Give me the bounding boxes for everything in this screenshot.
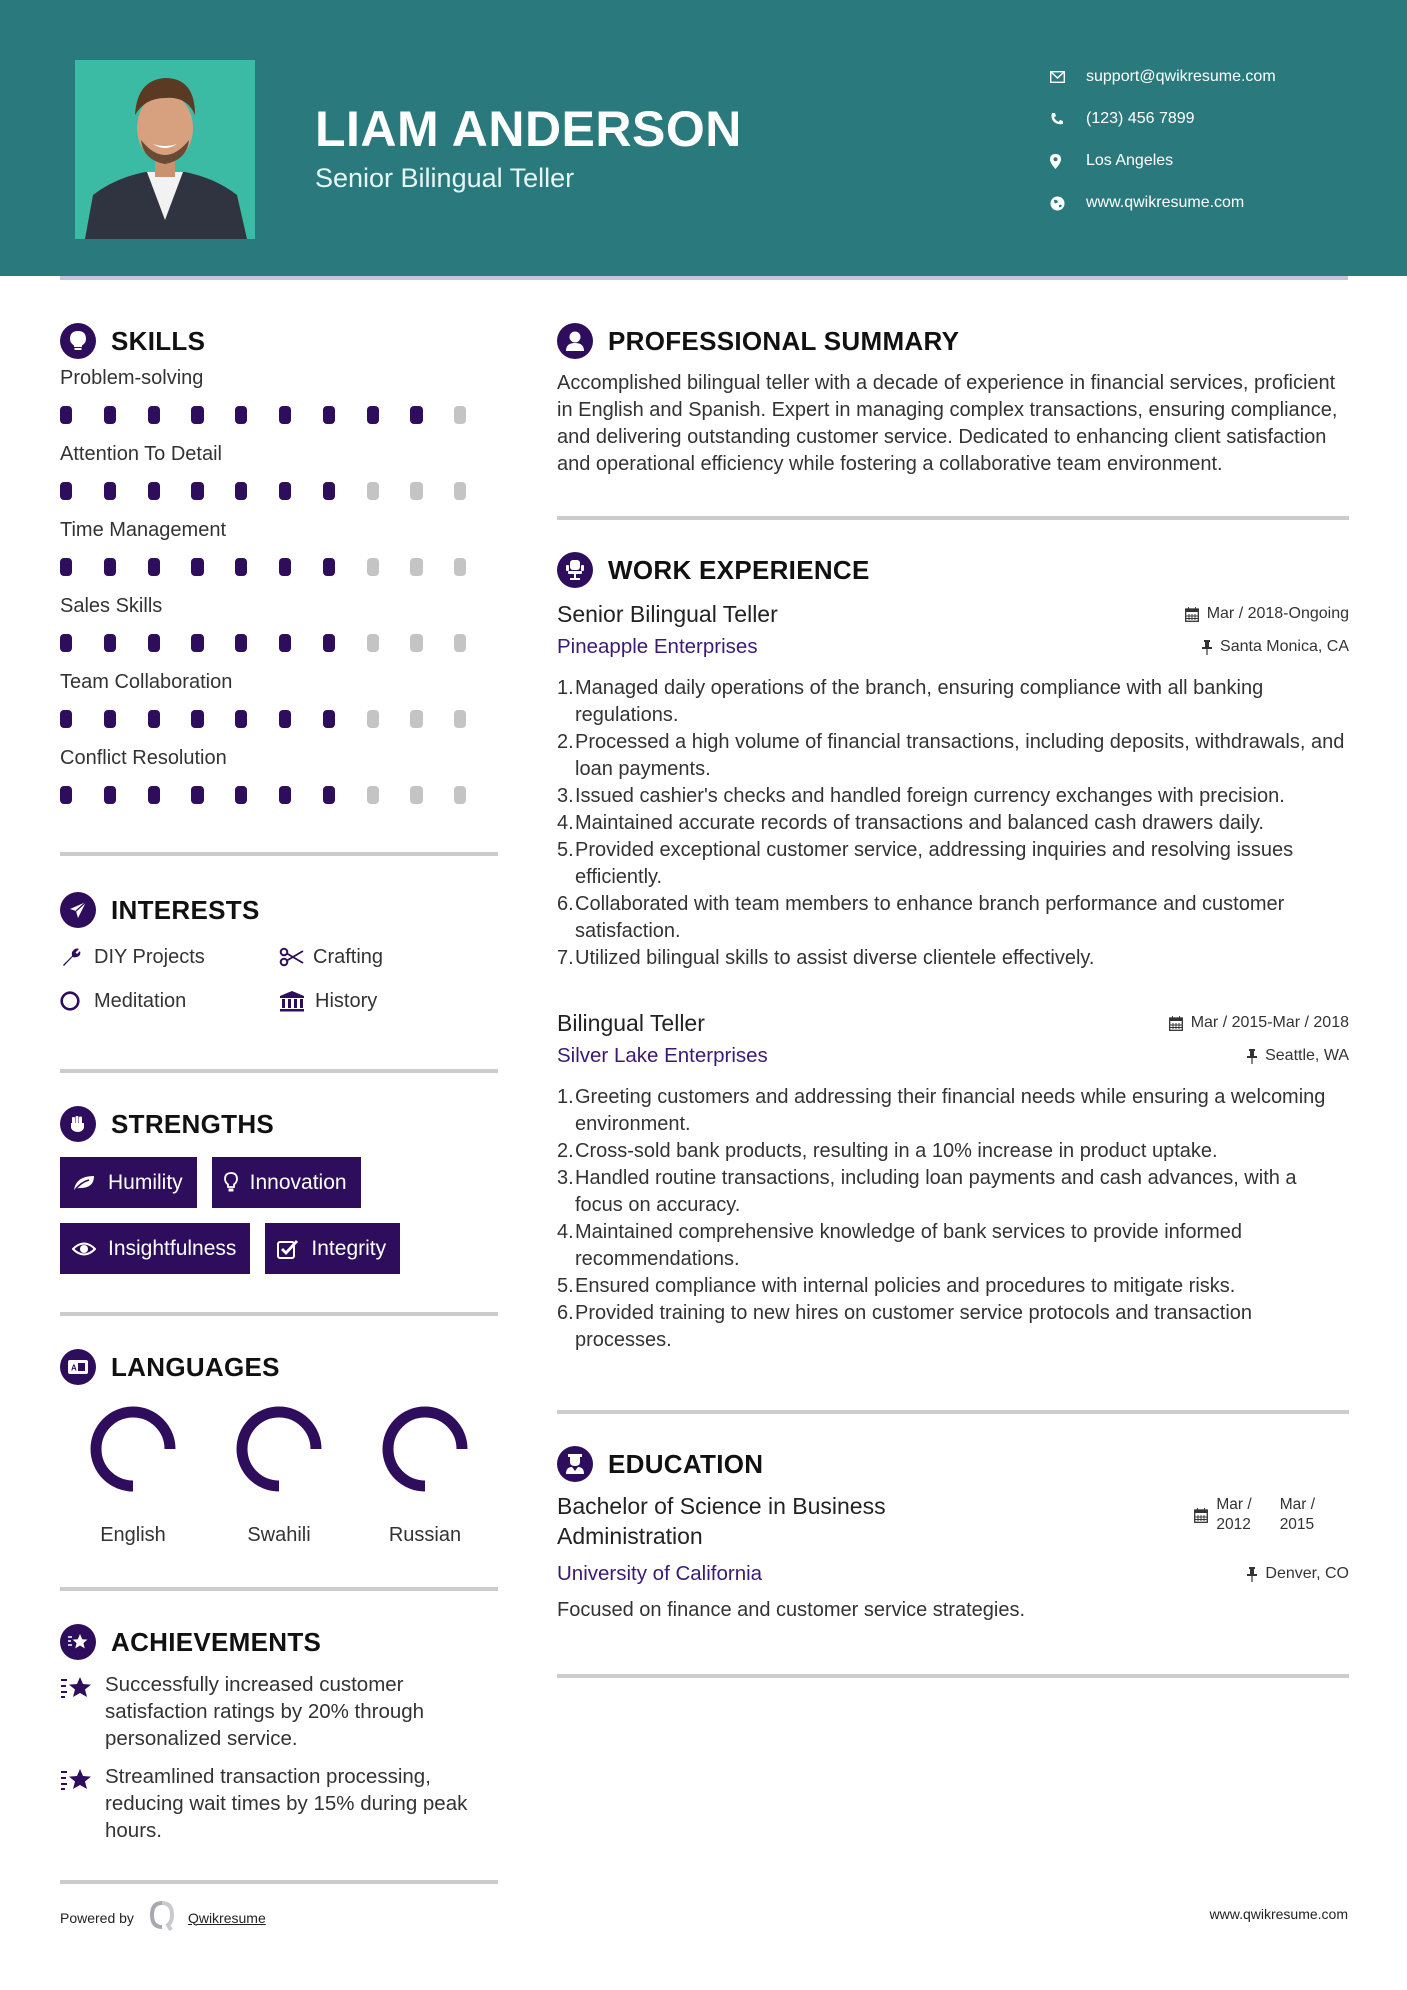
education-title: EDUCATION bbox=[608, 1448, 764, 1479]
job-company: Silver Lake Enterprises bbox=[557, 1044, 768, 1067]
contact-email-text: support@qwikresume.com bbox=[1086, 68, 1276, 85]
education-end-year: 2015 bbox=[1279, 1516, 1315, 1533]
degree-name: Bachelor of Science in Business Administration bbox=[557, 1493, 886, 1549]
language-ring bbox=[380, 1404, 470, 1494]
experience-title: WORK EXPERIENCE bbox=[608, 554, 870, 585]
skill-dot-filled bbox=[104, 786, 116, 804]
contact-phone-text: (123) 456 7899 bbox=[1086, 110, 1195, 127]
skill-item bbox=[60, 364, 498, 438]
achievement-text: Successfully increased customer satisfaction ratings by 20% through personalized service. bbox=[105, 1673, 425, 1750]
skill-dot-filled bbox=[323, 634, 335, 652]
bullet-number: 7. bbox=[557, 947, 574, 969]
header-divider bbox=[60, 276, 1348, 280]
pushpin-icon bbox=[1247, 1049, 1257, 1064]
language-label: Russian bbox=[388, 1524, 462, 1546]
strength-tag bbox=[212, 1157, 361, 1208]
interest-label: History bbox=[315, 989, 378, 1012]
experience-section bbox=[557, 549, 1349, 1354]
resume-header bbox=[0, 0, 1407, 276]
skill-dot-filled bbox=[410, 406, 422, 424]
section-divider bbox=[557, 1410, 1349, 1414]
contact-website[interactable] bbox=[1050, 182, 1276, 224]
education-description: Focused on finance and customer service strategies. bbox=[557, 1599, 1026, 1621]
bullet-number: 6. bbox=[557, 893, 574, 915]
language-item bbox=[60, 1404, 206, 1547]
skill-name: Problem-solving bbox=[60, 367, 204, 389]
education-start-year: 2012 bbox=[1216, 1516, 1251, 1533]
skill-dot-filled bbox=[148, 558, 160, 576]
circle-icon bbox=[60, 990, 94, 1012]
job-bullet bbox=[557, 1219, 1349, 1273]
interest-label: DIY Projects bbox=[94, 945, 205, 968]
bullet-text: Provided exceptional customer service, addressing inquiries and resolving issues efficiently. bbox=[575, 839, 1294, 888]
skill-name: Sales Skills bbox=[60, 595, 163, 617]
skill-dot-filled bbox=[104, 710, 116, 728]
summary-section bbox=[557, 320, 1349, 478]
skill-dot-empty bbox=[410, 482, 422, 500]
skill-dot-empty bbox=[454, 558, 466, 576]
job-location-text: Santa Monica, CA bbox=[1220, 638, 1349, 655]
strength-tag bbox=[265, 1223, 400, 1274]
bullet-number: 3. bbox=[557, 785, 574, 807]
skill-dot-empty bbox=[367, 634, 379, 652]
education-start-month: Mar / bbox=[1216, 1496, 1252, 1513]
skill-name: Time Management bbox=[60, 519, 226, 541]
paper-plane-icon bbox=[60, 892, 96, 928]
bullet-text: Ensured compliance with internal policies and procedures to mitigate risks. bbox=[575, 1275, 1236, 1297]
calendar-icon bbox=[1185, 607, 1199, 622]
job-bullet bbox=[557, 675, 1349, 729]
star-icon bbox=[60, 1671, 105, 1752]
bullet-text: Maintained accurate records of transactions and balanced cash drawers daily. bbox=[575, 812, 1264, 834]
contact-info bbox=[1050, 56, 1276, 224]
skill-dot-filled bbox=[191, 482, 203, 500]
bullet-text: Cross-sold bank products, resulting in a 10% increase in product uptake. bbox=[575, 1140, 1218, 1162]
skill-dot-filled bbox=[60, 710, 72, 728]
skill-dot-empty bbox=[367, 558, 379, 576]
skill-dot-empty bbox=[367, 786, 379, 804]
job-dates-text: Mar / 2015-Mar / 2018 bbox=[1190, 1014, 1349, 1031]
fist-icon bbox=[60, 1106, 96, 1142]
job-bullet bbox=[557, 837, 1349, 891]
museum-icon bbox=[279, 990, 315, 1012]
skill-dot-filled bbox=[60, 634, 72, 652]
strength-tag bbox=[60, 1223, 250, 1274]
bullet-text: Collaborated with team members to enhance branch performance and customer satisfaction. bbox=[575, 893, 1285, 942]
contact-website-text: www.qwikresume.com bbox=[1086, 194, 1245, 211]
job-bullet bbox=[557, 891, 1349, 945]
skill-dot-empty bbox=[410, 558, 422, 576]
job-dates bbox=[1185, 605, 1349, 623]
skill-rating bbox=[60, 772, 498, 818]
skill-name: Conflict Resolution bbox=[60, 747, 227, 769]
qwikresume-logo-icon bbox=[148, 1900, 176, 1935]
job-location-text: Seattle, WA bbox=[1265, 1047, 1349, 1064]
interest-item bbox=[60, 941, 279, 973]
job-bullet bbox=[557, 1138, 1349, 1165]
skill-dot-filled bbox=[279, 558, 291, 576]
bullet-number: 4. bbox=[557, 812, 574, 834]
skill-dot-filled bbox=[191, 710, 203, 728]
education-end-month: Mar / bbox=[1279, 1496, 1315, 1513]
skill-dot-filled bbox=[148, 786, 160, 804]
summary-text: Accomplished bilingual teller with a decade of experience in financial services, proficient in English and Spanish. Expert in managing complex transactions, ensuring compliance, and delivering outstanding customer service. Dedicated to enhancing client satisfaction and operational efficiency while fostering a collaborative team environment. bbox=[557, 372, 1338, 475]
skill-dot-empty bbox=[367, 482, 379, 500]
skill-rating bbox=[60, 696, 498, 742]
skills-title: SKILLS bbox=[111, 325, 206, 356]
language-item bbox=[206, 1404, 352, 1547]
bullet-text: Maintained comprehensive knowledge of bank services to provide informed recommendations. bbox=[575, 1221, 1243, 1270]
skills-section bbox=[60, 320, 498, 818]
language-icon bbox=[60, 1349, 96, 1385]
skill-dot-filled bbox=[235, 558, 247, 576]
candidate-name: LIAM ANDERSON bbox=[315, 101, 742, 157]
strength-label: Integrity bbox=[311, 1236, 387, 1260]
bullet-number: 3. bbox=[557, 1167, 574, 1189]
achievement-item bbox=[60, 1763, 498, 1844]
left-column bbox=[60, 320, 498, 1884]
job-location bbox=[1247, 1047, 1349, 1065]
achievements-title: ACHIEVEMENTS bbox=[111, 1626, 322, 1657]
bullet-number: 4. bbox=[557, 1221, 574, 1243]
skill-dot-filled bbox=[323, 406, 335, 424]
globe-icon bbox=[1050, 196, 1086, 211]
bullet-text: Issued cashier's checks and handled foreign currency exchanges with precision. bbox=[575, 785, 1285, 807]
bullet-text: Utilized bilingual skills to assist diverse clientele effectively. bbox=[575, 947, 1095, 969]
section-divider bbox=[60, 1587, 498, 1591]
calendar-icon bbox=[1194, 1508, 1208, 1523]
skill-dot-filled bbox=[235, 482, 247, 500]
candidate-title: Senior Bilingual Teller bbox=[315, 163, 575, 193]
skill-dot-empty bbox=[410, 786, 422, 804]
skill-dot-filled bbox=[323, 710, 335, 728]
section-divider bbox=[60, 1312, 498, 1316]
skill-dot-filled bbox=[191, 406, 203, 424]
skill-dot-filled bbox=[191, 786, 203, 804]
skill-dot-empty bbox=[454, 710, 466, 728]
skill-item bbox=[60, 668, 498, 742]
right-column bbox=[557, 320, 1349, 1678]
language-ring bbox=[88, 1404, 178, 1494]
language-label: Swahili bbox=[247, 1524, 311, 1546]
job-bullet bbox=[557, 945, 1349, 972]
map-marker-icon bbox=[1050, 154, 1086, 169]
lightbulb-icon bbox=[60, 323, 96, 359]
scissors-icon bbox=[279, 947, 313, 967]
language-item bbox=[352, 1404, 498, 1547]
bullet-number: 6. bbox=[557, 1302, 574, 1324]
skill-rating bbox=[60, 620, 498, 666]
skill-item bbox=[60, 516, 498, 590]
interest-item bbox=[279, 985, 498, 1017]
skill-dot-filled bbox=[60, 482, 72, 500]
contact-phone[interactable] bbox=[1050, 98, 1276, 140]
interest-label: Meditation bbox=[94, 989, 187, 1012]
skill-dot-filled bbox=[279, 482, 291, 500]
job-bullets bbox=[557, 675, 1349, 972]
phone-icon bbox=[1050, 112, 1086, 126]
strength-tag bbox=[60, 1157, 197, 1208]
skill-dot-filled bbox=[279, 406, 291, 424]
bullet-number: 5. bbox=[557, 1275, 574, 1297]
contact-email[interactable] bbox=[1050, 56, 1276, 98]
job-company: Pineapple Enterprises bbox=[557, 635, 758, 658]
pushpin-icon bbox=[1202, 640, 1212, 655]
powered-by-label: Powered by bbox=[60, 1909, 134, 1926]
qwikresume-link[interactable]: Qwikresume bbox=[187, 1909, 266, 1926]
bullet-text: Greeting customers and addressing their financial needs while ensuring a welcoming environment. bbox=[575, 1086, 1326, 1135]
skill-dot-filled bbox=[148, 710, 160, 728]
job-bullet bbox=[557, 810, 1349, 837]
skill-dot-filled bbox=[323, 558, 335, 576]
skill-dot-filled bbox=[235, 710, 247, 728]
wrench-icon bbox=[60, 946, 94, 968]
skill-dot-empty bbox=[454, 786, 466, 804]
section-divider bbox=[60, 1880, 498, 1884]
strength-label: Innovation bbox=[249, 1170, 347, 1194]
bullet-number: 1. bbox=[557, 677, 574, 699]
school-name: University of California bbox=[557, 1562, 763, 1585]
skill-dot-empty bbox=[454, 634, 466, 652]
section-divider bbox=[60, 1069, 498, 1073]
section-divider bbox=[557, 516, 1349, 520]
bullet-text: Managed daily operations of the branch, ensuring compliance with all banking regulations. bbox=[575, 677, 1264, 726]
achievement-text: Streamlined transaction processing, reducing wait times by 15% during peak hours. bbox=[105, 1765, 468, 1842]
skill-dot-filled bbox=[279, 634, 291, 652]
section-divider bbox=[60, 852, 498, 856]
job-role: Bilingual Teller bbox=[557, 1009, 705, 1036]
job-bullet bbox=[557, 729, 1349, 783]
job-location bbox=[1202, 638, 1349, 656]
skill-dot-empty bbox=[367, 710, 379, 728]
strengths-section bbox=[60, 1103, 498, 1274]
interest-label: Crafting bbox=[313, 945, 384, 968]
bullet-number: 2. bbox=[557, 731, 574, 753]
skill-dot-filled bbox=[148, 482, 160, 500]
education-dates bbox=[1194, 1495, 1315, 1535]
skill-dot-filled bbox=[148, 406, 160, 424]
job-dates-text: Mar / 2018-Ongoing bbox=[1206, 605, 1349, 622]
skill-dot-filled bbox=[104, 482, 116, 500]
interests-title: INTERESTS bbox=[111, 894, 260, 925]
skill-dot-filled bbox=[235, 406, 247, 424]
footer-website[interactable]: www.qwikresume.com bbox=[1209, 1906, 1348, 1922]
envelope-icon bbox=[1050, 71, 1086, 83]
achievements-section bbox=[60, 1621, 498, 1844]
star-badge-icon bbox=[60, 1624, 96, 1660]
bullet-text: Processed a high volume of financial transactions, including deposits, withdrawals, and loan payments. bbox=[575, 731, 1345, 780]
skill-item bbox=[60, 592, 498, 666]
skill-item bbox=[60, 440, 498, 514]
bullet-number: 2. bbox=[557, 1140, 574, 1162]
strength-label: Insightfulness bbox=[108, 1236, 237, 1260]
skill-rating bbox=[60, 544, 498, 590]
interest-item bbox=[60, 985, 279, 1017]
contact-location-text: Los Angeles bbox=[1086, 152, 1174, 169]
job-bullets bbox=[557, 1084, 1349, 1354]
skill-name: Team Collaboration bbox=[60, 671, 233, 693]
skill-dot-filled bbox=[104, 634, 116, 652]
strengths-title: STRENGTHS bbox=[111, 1108, 275, 1139]
bullet-number: 5. bbox=[557, 839, 574, 861]
skill-dot-filled bbox=[367, 406, 379, 424]
skill-dot-empty bbox=[454, 482, 466, 500]
education-location bbox=[1247, 1565, 1349, 1583]
achievement-item bbox=[60, 1671, 498, 1752]
skill-dot-filled bbox=[104, 406, 116, 424]
skill-dot-filled bbox=[104, 558, 116, 576]
skill-dot-filled bbox=[279, 786, 291, 804]
skill-dot-empty bbox=[454, 406, 466, 424]
lightbulb-icon bbox=[224, 1172, 238, 1194]
job-dates bbox=[1169, 1014, 1349, 1032]
user-icon bbox=[557, 323, 593, 359]
pushpin-icon bbox=[1247, 1567, 1257, 1582]
footer-powered-by bbox=[60, 1900, 266, 1935]
job-bullet bbox=[557, 1300, 1349, 1354]
job-entry bbox=[557, 597, 1349, 972]
leaf-icon bbox=[72, 1174, 96, 1192]
skill-rating bbox=[60, 392, 498, 438]
graduate-icon bbox=[557, 1446, 593, 1482]
skill-dot-filled bbox=[191, 558, 203, 576]
skill-dot-filled bbox=[323, 786, 335, 804]
eye-icon bbox=[72, 1241, 96, 1257]
bullet-number: 1. bbox=[557, 1086, 574, 1108]
skill-dot-filled bbox=[279, 710, 291, 728]
skill-dot-filled bbox=[191, 634, 203, 652]
job-bullet bbox=[557, 1273, 1349, 1300]
profile-photo bbox=[75, 60, 255, 239]
summary-title: PROFESSIONAL SUMMARY bbox=[608, 325, 960, 356]
svg-text:A: A bbox=[71, 1363, 77, 1373]
job-bullet bbox=[557, 783, 1349, 810]
skill-rating bbox=[60, 468, 498, 514]
skill-dot-empty bbox=[410, 634, 422, 652]
skill-dot-empty bbox=[410, 710, 422, 728]
job-entry bbox=[557, 1006, 1349, 1354]
contact-location bbox=[1050, 140, 1276, 182]
checkbox-icon bbox=[277, 1239, 299, 1259]
education-section bbox=[557, 1443, 1349, 1624]
job-bullet bbox=[557, 1084, 1349, 1138]
languages-section bbox=[60, 1346, 498, 1547]
section-divider bbox=[557, 1674, 1349, 1678]
skill-dot-filled bbox=[60, 786, 72, 804]
job-role: Senior Bilingual Teller bbox=[557, 600, 778, 627]
skill-dot-filled bbox=[148, 634, 160, 652]
skill-dot-filled bbox=[235, 634, 247, 652]
skill-dot-filled bbox=[323, 482, 335, 500]
skill-dot-filled bbox=[60, 406, 72, 424]
star-icon bbox=[60, 1763, 105, 1844]
skill-name: Attention To Detail bbox=[60, 443, 222, 465]
language-label: English bbox=[100, 1524, 166, 1546]
bullet-text: Provided training to new hires on customer service protocols and transaction processes. bbox=[575, 1302, 1253, 1351]
interests-section bbox=[60, 889, 498, 1017]
education-location-text: Denver, CO bbox=[1265, 1565, 1349, 1582]
office-chair-icon bbox=[557, 552, 593, 588]
skill-dot-filled bbox=[60, 558, 72, 576]
interest-item bbox=[279, 941, 498, 973]
languages-title: LANGUAGES bbox=[111, 1351, 280, 1382]
calendar-icon bbox=[1169, 1016, 1183, 1031]
skill-dot-filled bbox=[235, 786, 247, 804]
language-ring bbox=[234, 1404, 324, 1494]
strength-label: Humility bbox=[108, 1170, 183, 1194]
job-bullet bbox=[557, 1165, 1349, 1219]
bullet-text: Handled routine transactions, including loan payments and cash advances, with a focus on accuracy. bbox=[575, 1167, 1297, 1216]
skill-item bbox=[60, 744, 498, 818]
